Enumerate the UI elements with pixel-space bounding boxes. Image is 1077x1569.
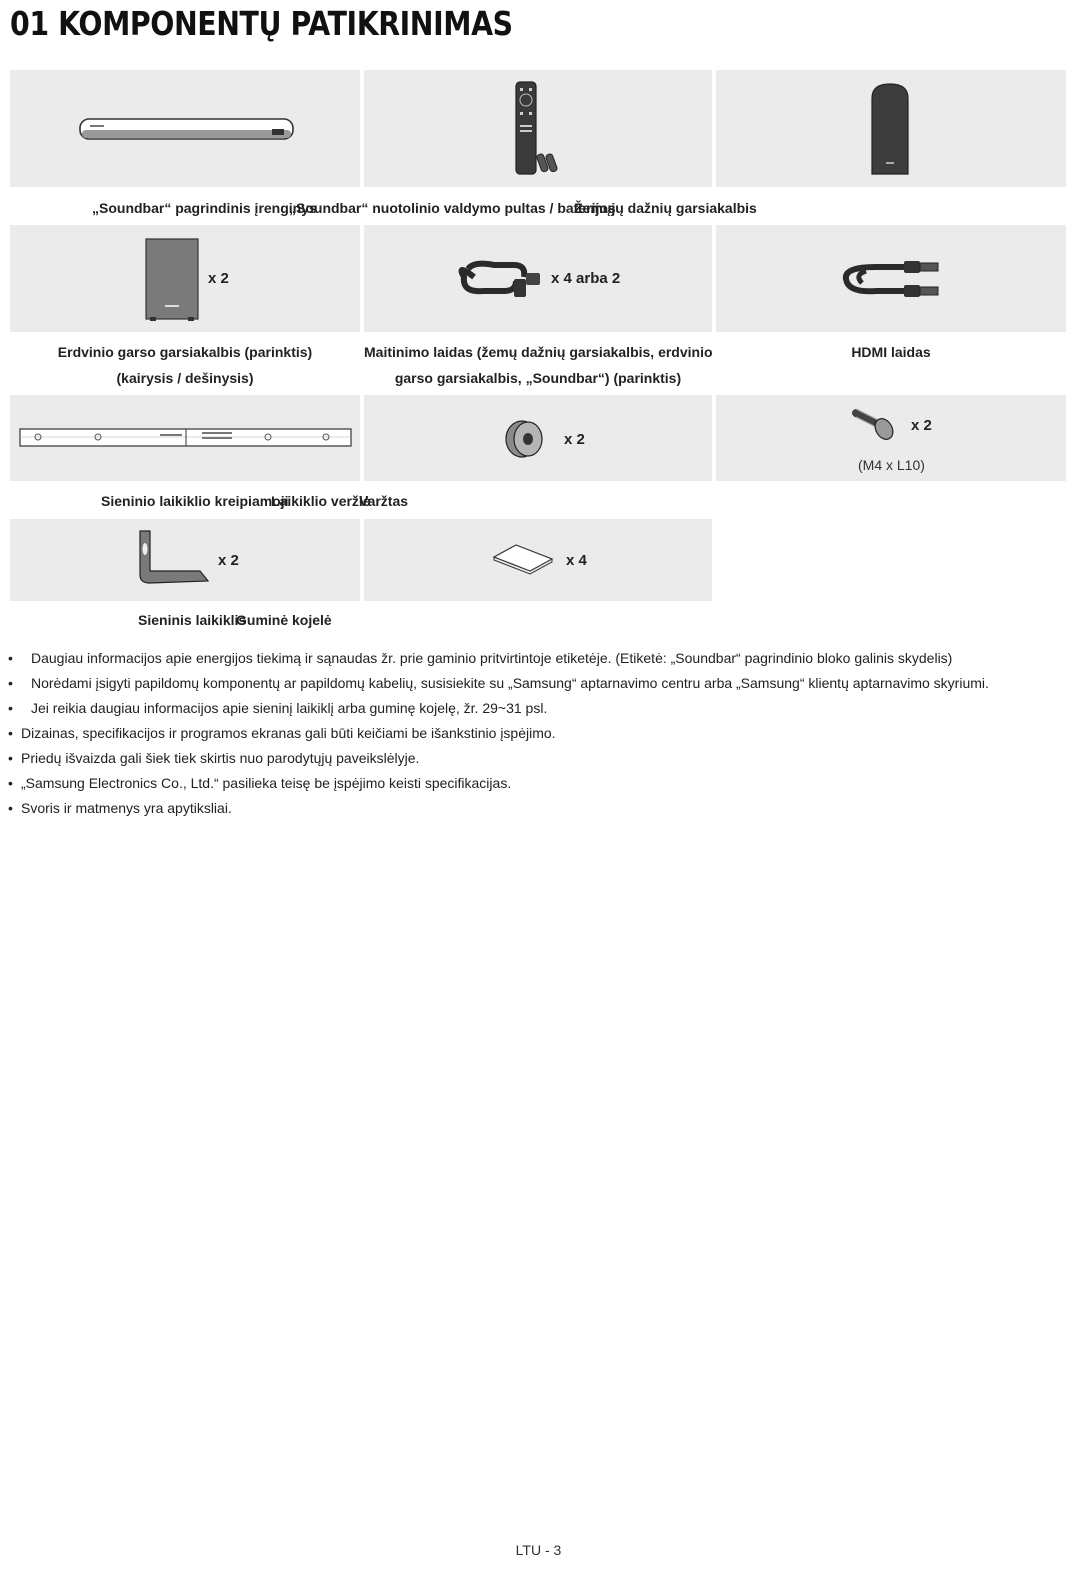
notes-list <box>8 646 1058 821</box>
note-text: Priedų išvaizda gali šiek tiek skirtis nuo parodytųjų paveikslėlyje. <box>21 750 420 766</box>
surround-label <box>10 339 360 391</box>
remote-control-icon <box>364 70 712 187</box>
power-cord-qty: x 4 arba 2 <box>551 270 621 287</box>
subwoofer-label: Žemųjų dažnių garsiakalbis <box>574 200 757 216</box>
surround-speaker-image-cell <box>10 225 360 332</box>
note-item <box>8 646 1058 671</box>
wall-bracket-qty: x 2 <box>218 552 239 569</box>
page-number: LTU - 3 <box>515 1542 562 1558</box>
screw-qty: x 2 <box>911 417 932 434</box>
bullet: • <box>8 725 13 741</box>
bullet: • <box>8 775 13 791</box>
remote-image-cell <box>364 70 712 187</box>
power-cord-icon <box>364 225 712 332</box>
note-item <box>8 796 1058 821</box>
rubber-cap-image-cell <box>364 519 712 601</box>
screw-spec: (M4 x L10) <box>858 457 925 473</box>
subwoofer-icon <box>716 70 1066 187</box>
note-text: Svoris ir matmenys yra apytiksliai. <box>21 800 232 816</box>
soundbar-image-cell <box>10 70 360 187</box>
surround-label-line1: Erdvinio garso garsiakalbis (parinktis) <box>57 344 313 360</box>
note-item <box>8 721 1058 746</box>
wall-bracket-image-cell <box>10 519 360 601</box>
wall-bracket-icon <box>10 519 360 601</box>
holder-nut-image-cell <box>364 395 712 481</box>
power-cord-label-line1: Maitinimo laidas (žemų dažnių garsiakalbis, erdvinio <box>364 344 713 360</box>
note-text: „Samsung Electronics Co., Ltd.“ pasilieka teisę be įspėjimo keisti specifikacijas. <box>21 775 512 791</box>
hdmi-image-cell <box>716 225 1066 332</box>
power-cord-label <box>364 339 712 391</box>
surround-speaker-icon <box>10 225 360 332</box>
note-text: Daugiau informacijos apie energijos tiekimą ir sąnaudas žr. prie gaminio pritvirtintoje etiketėje. (Etiketė: „Soundbar“ pagrindinio bloko galinis skydelis) <box>31 650 953 666</box>
wall-bracket-label: Sieninis laikiklis <box>138 612 247 628</box>
soundbar-label: „Soundbar“ pagrindinis įrenginys <box>92 200 317 216</box>
wall-guide-label: Sieninio laikiklio kreipiamoji <box>101 493 289 509</box>
hdmi-label: HDMI laidas <box>851 344 931 360</box>
bullet: • <box>8 650 13 666</box>
surround-qty: x 2 <box>208 270 229 287</box>
bullet: • <box>8 700 13 716</box>
power-cord-label-line2: garso garsiakalbis, „Soundbar“) (parinktis) <box>394 370 682 386</box>
page-title: 01 KOMPONENTŲ PATIKRINIMAS <box>10 4 513 43</box>
bullet: • <box>8 750 13 766</box>
wall-guide-icon <box>10 395 360 481</box>
power-cord-image-cell <box>364 225 712 332</box>
bullet: • <box>8 675 13 691</box>
wall-guide-image-cell <box>10 395 360 481</box>
note-item <box>8 771 1058 796</box>
note-item <box>8 671 1058 696</box>
bullet: • <box>8 800 13 816</box>
remote-label: „Soundbar“ nuotolinio valdymo pultas / baterijos <box>289 200 616 216</box>
screw-label: Varžtas <box>359 493 409 509</box>
surround-label-line2: (kairysis / dešinysis) <box>116 370 254 386</box>
holder-nut-icon <box>364 395 712 481</box>
note-text: Jei reikia daugiau informacijos apie sieninį laikiklį arba guminę kojelę, žr. 29~31 psl. <box>31 700 548 716</box>
note-item <box>8 746 1058 771</box>
holder-nut-qty: x 2 <box>564 431 585 448</box>
note-text: Dizainas, specifikacijos ir programos ekranas gali būti keičiami be išankstinio įspėjimo. <box>21 725 556 741</box>
hdmi-cable-icon <box>716 225 1066 332</box>
subwoofer-image-cell <box>716 70 1066 187</box>
rubber-cap-icon <box>364 519 712 601</box>
soundbar-icon <box>10 70 360 187</box>
rubber-cap-qty: x 4 <box>566 552 587 569</box>
note-text: Norėdami įsigyti papildomų komponentų ar papildomų kabelių, susisiekite su „Samsung“ aptarnavimo centru arba „Samsung“ klientų aptarnavimo skyriumi. <box>31 675 989 691</box>
rubber-cap-label: Guminė kojelė <box>236 612 332 628</box>
note-item <box>8 696 1058 721</box>
holder-nut-label: Laikiklio veržlė <box>271 493 371 509</box>
